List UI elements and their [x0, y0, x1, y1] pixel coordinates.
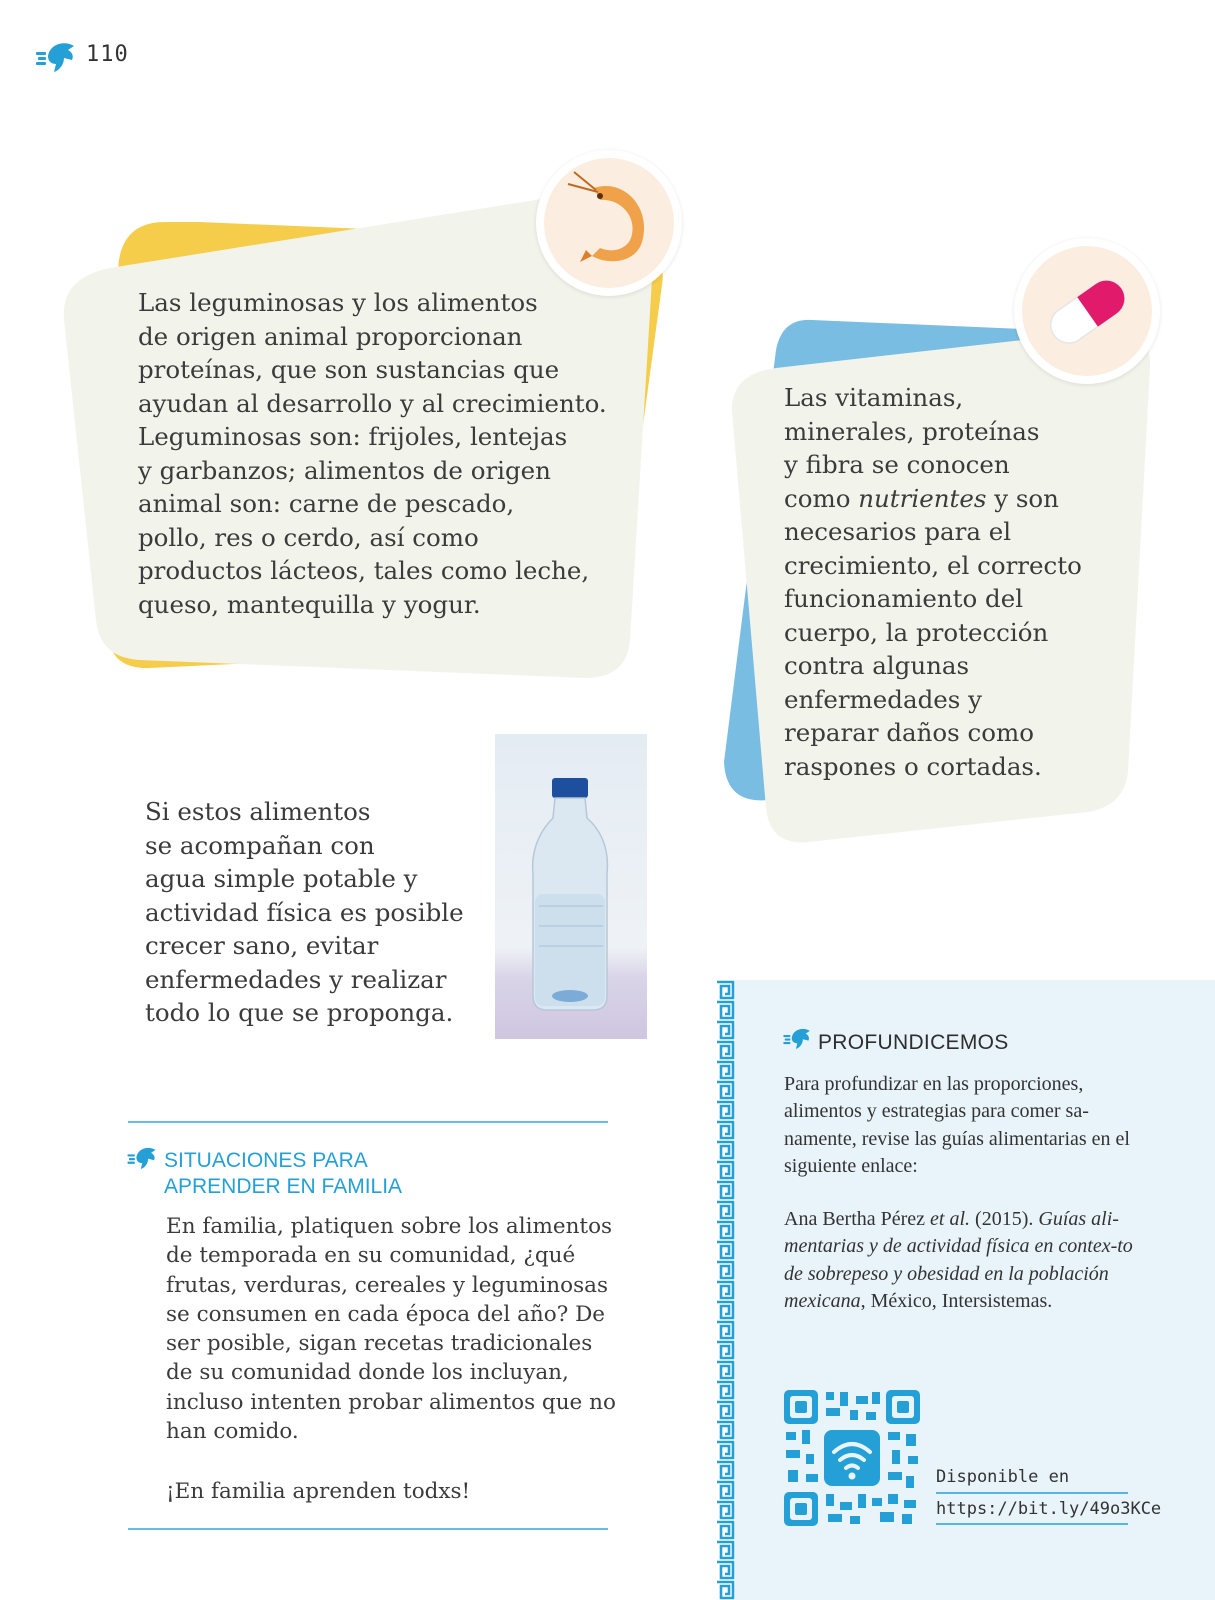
reference-year: (2015).	[970, 1208, 1039, 1230]
situaciones-closing: ¡En familia aprenden todxs!	[166, 1479, 471, 1504]
capsule-circle	[1014, 238, 1160, 384]
reference-title: Guías ali-mentarias y de actividad física en contex-to de sobrepeso y obesidad en la población mexicana	[784, 1208, 1133, 1312]
resource-link[interactable]: https://bit.ly/49o3KCe	[936, 1499, 1162, 1519]
shrimp-icon	[544, 158, 674, 288]
situaciones-top-rule	[128, 1121, 608, 1123]
greek-key-border	[715, 980, 735, 1600]
situaciones-bottom-rule	[128, 1528, 608, 1530]
bird-logo-icon	[126, 1144, 160, 1172]
link-underline	[936, 1523, 1128, 1525]
qr-code-icon[interactable]	[784, 1390, 920, 1526]
profundicemos-intro: Para profundizar en las proporciones, alimentos y estrategias para comer sa-namente, revise las guías alimentarias en el siguiente enlace:	[784, 1073, 1130, 1177]
page-number: 110	[86, 42, 129, 67]
water-bottle-icon	[495, 734, 647, 1039]
available-underline	[936, 1492, 1128, 1494]
water-bottle-photo	[495, 734, 647, 1039]
nutrients-text-part-1: Las vitaminas, minerales, proteínas y fibra se conocen como	[784, 383, 1040, 513]
bird-logo-icon	[782, 1025, 814, 1052]
proteins-paragraph: Las leguminosas y los alimentos de origen animal proporcionan proteínas, que son sustancias que ayudan al desarrollo y al crecimiento. Leguminosas son: frijoles, lentejas y garbanzos; alimentos de origen animal son: carne de pescado, pollo, res o cerdo, así como productos lácteos, tales como leche, queso, mantequilla y yogur.	[138, 288, 607, 619]
reference-etal: et al.	[930, 1208, 971, 1230]
profundicemos-title: PROFUNDICEMOS	[818, 1031, 1009, 1054]
water-paragraph: Si estos alimentos se acompañan con agua simple potable y actividad física es posible crecer sano, evitar enfermedades y realizar todo lo que se proponga.	[145, 797, 464, 1027]
capsule-pill-icon	[1022, 246, 1152, 376]
situaciones-title: SITUACIONES PARA APRENDER EN FAMILIA	[164, 1149, 403, 1198]
profundicemos-reference	[784, 1206, 1134, 1315]
nutrients-paragraph	[784, 381, 1104, 783]
reference-author: Ana Bertha Pérez	[784, 1208, 931, 1230]
reference-publisher: , México, Intersistemas.	[860, 1289, 1053, 1312]
available-label: Disponible en	[936, 1467, 1070, 1487]
situaciones-body: En familia, platiquen sobre los alimentos de temporada en su comunidad, ¿qué frutas, verduras, cereales y leguminosas se consumen en cada época del año? De ser posible, sigan recetas tradicionales de su comunidad donde los incluyan, incluso intenten probar alimentos que no han comido.	[166, 1214, 616, 1445]
shrimp-circle	[536, 150, 682, 296]
nutrients-text-part-2: y son necesarios para el crecimiento, el correcto funcionamiento del cuerpo, la protección contra algunas enfermedades y reparar daños como raspones o cortadas.	[784, 483, 1082, 781]
nutrients-term: nutrientes	[858, 483, 987, 513]
